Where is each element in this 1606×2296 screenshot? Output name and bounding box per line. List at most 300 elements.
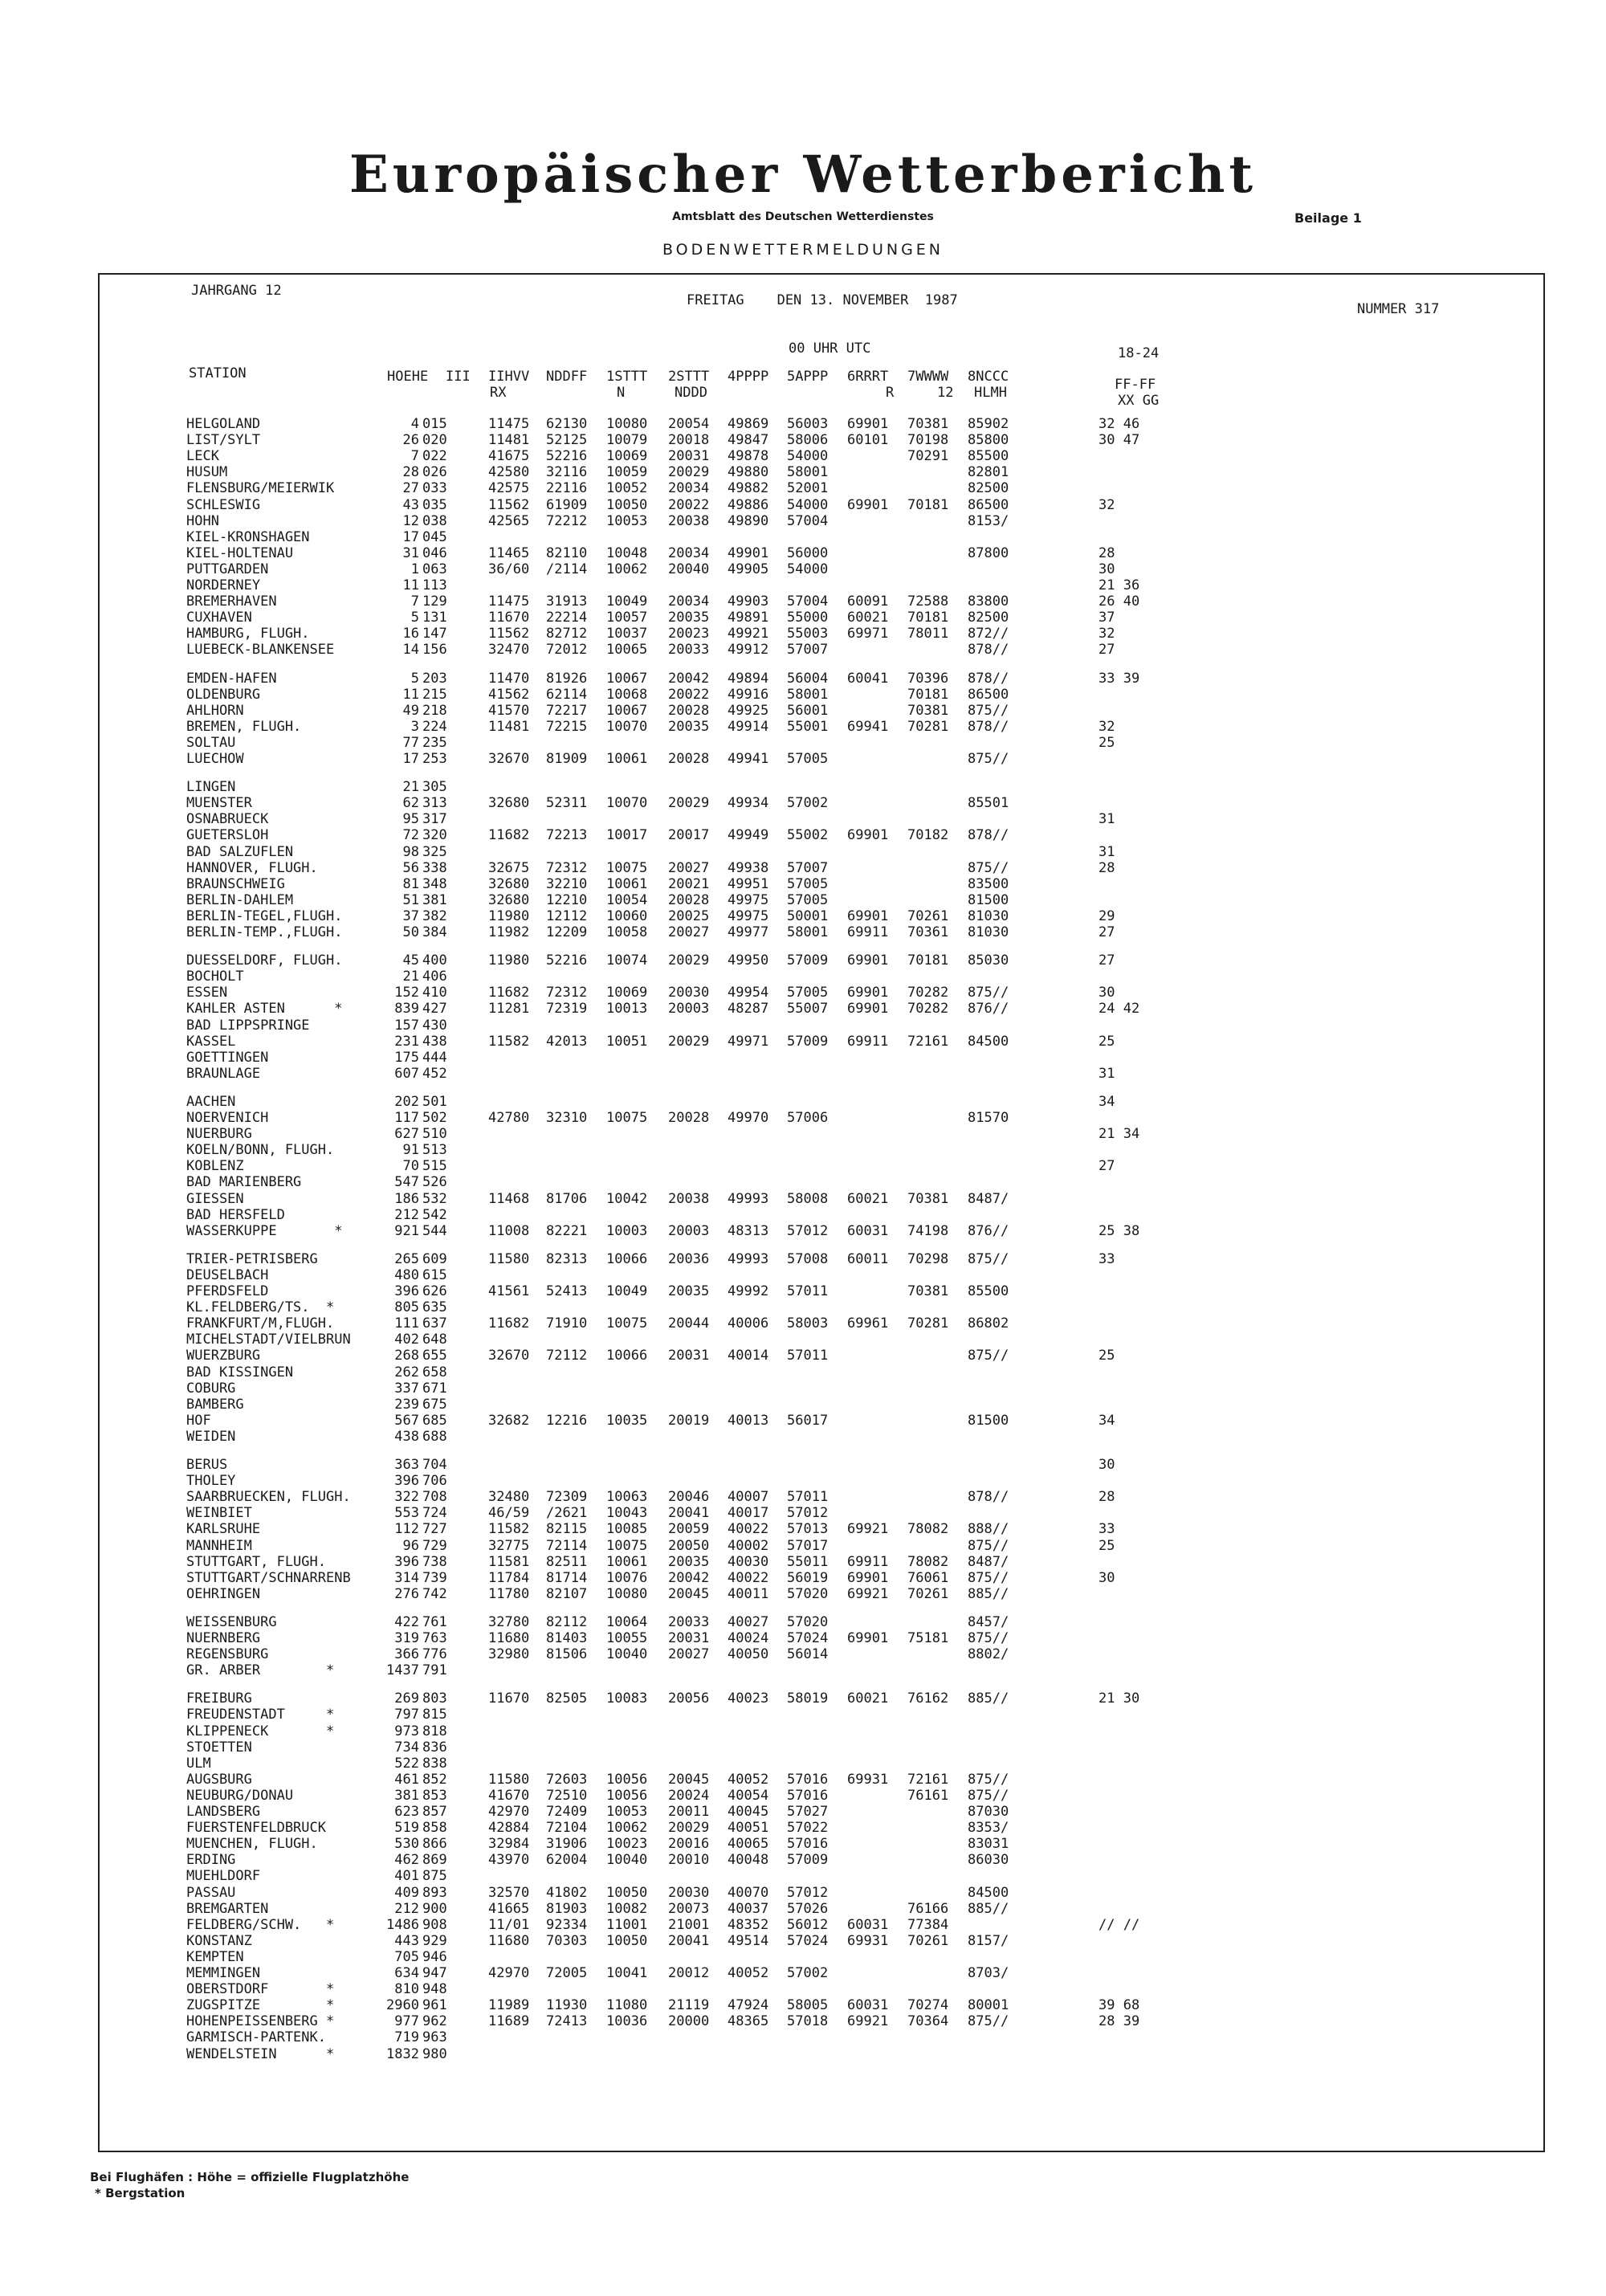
station-row (0, 642, 1598, 658)
cell-iii: 929 (422, 1932, 447, 1949)
cell-7wwww: 70261 (907, 1932, 949, 1949)
cell-iii: 946 (422, 1948, 447, 1965)
cell-ff-gg: 32 46 (1099, 416, 1140, 432)
cell-iii: 866 (422, 1836, 447, 1853)
cell-1sttt: 10064 (606, 1613, 648, 1630)
cell-7wwww: 78082 (907, 1521, 949, 1538)
cell-iii: 708 (422, 1489, 447, 1506)
cell-station: KASSEL (186, 1033, 236, 1050)
cell-station: OEHRINGEN (186, 1585, 261, 1602)
cell-iii: 908 (422, 1916, 447, 1933)
cell-2sttt: 20023 (668, 626, 710, 642)
cell-station: BREMGARTEN (186, 1900, 269, 1917)
cell-2sttt: 20045 (668, 1771, 710, 1788)
station-row (0, 1662, 1598, 1678)
cell-hoehe: 921 (394, 1222, 419, 1239)
cell-iihvv: 32470 (488, 642, 530, 659)
cell-2sttt: 20035 (668, 610, 710, 626)
cell-iii: 655 (422, 1348, 447, 1364)
cell-hoehe: 839 (394, 1001, 419, 1017)
cell-nddff: 72114 (546, 1537, 588, 1554)
cell-station: BREMERHAVEN (186, 593, 277, 610)
cell-nddff: 81403 (546, 1630, 588, 1646)
cell-iii: 727 (422, 1521, 447, 1538)
cell-iihvv: 42970 (488, 1804, 530, 1820)
cell-1sttt: 10042 (606, 1190, 648, 1207)
cell-5appp: 57013 (787, 1521, 829, 1538)
cell-iihvv: 42780 (488, 1110, 530, 1126)
cell-ff-gg: 33 (1099, 1250, 1115, 1267)
cell-hoehe: 401 (394, 1868, 419, 1885)
cell-nddff: /2114 (546, 561, 588, 577)
cell-iii: 501 (422, 1093, 447, 1110)
station-row (0, 1646, 1598, 1662)
cell-5appp: 57002 (787, 1965, 829, 1981)
cell-8nccc: 875// (968, 1787, 1009, 1804)
cell-nddff: 82313 (546, 1250, 588, 1267)
cell-iii: 742 (422, 1585, 447, 1602)
cell-hoehe: 402 (394, 1332, 419, 1348)
cell-7wwww: 75181 (907, 1630, 949, 1646)
cell-nddff: 72409 (546, 1804, 588, 1820)
cell-station: BAD MARIENBERG (186, 1174, 302, 1191)
cell-8nccc: 875// (968, 985, 1009, 1001)
cell-iihvv: 11475 (488, 593, 530, 610)
cell-ff-gg: 31 (1099, 811, 1115, 828)
cell-1sttt: 10061 (606, 875, 648, 892)
cell-iii: 381 (422, 891, 447, 908)
cell-hoehe: 337 (394, 1380, 419, 1397)
beilage-label: Beilage 1 (1294, 210, 1362, 226)
cell-iii: 635 (422, 1299, 447, 1316)
cell-station: COBURG (186, 1380, 236, 1397)
station-row (0, 1756, 1598, 1772)
cell-nddff: 82505 (546, 1690, 588, 1707)
station-row (0, 2029, 1598, 2045)
cell-hoehe: 480 (394, 1266, 419, 1283)
cell-6rrrt: 60041 (847, 670, 889, 687)
cell-hoehe: 4 (410, 416, 419, 432)
cell-5appp: 57004 (787, 593, 829, 610)
cell-6rrrt: 69931 (847, 1932, 889, 1949)
cell-station: LUECHOW (186, 751, 244, 767)
cell-station: LECK (186, 448, 219, 465)
cell-2sttt: 20038 (668, 512, 710, 529)
cell-iii: 900 (422, 1900, 447, 1917)
cell-nddff: 12210 (546, 891, 588, 908)
cell-iii: 609 (422, 1250, 447, 1267)
cell-nddff: 82112 (546, 1613, 588, 1630)
station-row (0, 1538, 1598, 1554)
station-row (0, 1050, 1598, 1066)
cell-hoehe: 91 (402, 1142, 419, 1159)
cell-2sttt: 20042 (668, 670, 710, 687)
cell-6rrrt: 60091 (847, 593, 889, 610)
cell-1sttt: 10082 (606, 1900, 648, 1917)
cell-iii: 815 (422, 1707, 447, 1723)
cell-hoehe: 16 (402, 626, 419, 642)
cell-2sttt: 20031 (668, 448, 710, 465)
cell-1sttt: 10080 (606, 416, 648, 432)
station-row (0, 751, 1598, 767)
cell-5appp: 57007 (787, 642, 829, 659)
cell-hoehe: 111 (394, 1315, 419, 1332)
cell-iihvv: 11465 (488, 544, 530, 561)
cell-hoehe: 152 (394, 985, 419, 1001)
cell-6rrrt: 69921 (847, 2013, 889, 2030)
cell-5appp: 57026 (787, 1900, 829, 1917)
cell-hoehe: 37 (402, 907, 419, 924)
cell-station: AHLHORN (186, 702, 244, 719)
cell-iihvv: 11481 (488, 432, 530, 449)
cell-4pppp: 49894 (728, 670, 769, 687)
cell-hoehe: 3 (410, 718, 419, 735)
cell-iii: 502 (422, 1110, 447, 1126)
cell-station: KEMPTEN (186, 1948, 244, 1965)
cell-5appp: 57005 (787, 751, 829, 767)
cell-station: BERLIN-DAHLEM (186, 891, 294, 908)
cell-iihvv: 32780 (488, 1613, 530, 1630)
cell-1sttt: 10075 (606, 1537, 648, 1554)
cell-7wwww: 70364 (907, 2013, 949, 2030)
cell-iii: 532 (422, 1190, 447, 1207)
cell-hoehe: 438 (394, 1428, 419, 1445)
cell-nddff: 82712 (546, 626, 588, 642)
cell-iii: 382 (422, 907, 447, 924)
cell-station: KONSTANZ (186, 1932, 252, 1949)
cell-ff-gg: 25 (1099, 1537, 1115, 1554)
cell-5appp: 57006 (787, 1110, 829, 1126)
col-rx: RX (490, 385, 507, 401)
cell-station: FREUDENSTADT * (186, 1707, 335, 1723)
cell-1sttt: 10056 (606, 1787, 648, 1804)
cell-station: FLENSBURG/MEIERWIK (186, 480, 335, 497)
cell-2sttt: 20059 (668, 1521, 710, 1538)
cell-7wwww: 70281 (907, 718, 949, 735)
cell-iii: 156 (422, 642, 447, 659)
cell-5appp: 57012 (787, 1884, 829, 1901)
cell-2sttt: 20012 (668, 1965, 710, 1981)
cell-ff-gg: 30 (1099, 985, 1115, 1001)
cell-station: MUEHLDORF (186, 1868, 261, 1885)
cell-1sttt: 10055 (606, 1630, 648, 1646)
station-row (0, 1739, 1598, 1756)
cell-5appp: 55000 (787, 610, 829, 626)
cell-iii: 033 (422, 480, 447, 497)
cell-iii: 875 (422, 1868, 447, 1885)
station-row (0, 1521, 1598, 1537)
cell-1sttt: 10035 (606, 1412, 648, 1429)
cell-hoehe: 1 (410, 561, 419, 577)
cell-8nccc: 878// (968, 642, 1009, 659)
cell-1sttt: 10065 (606, 642, 648, 659)
cell-iii: 147 (422, 626, 447, 642)
cell-nddff: 52125 (546, 432, 588, 449)
cell-4pppp: 40022 (728, 1569, 769, 1586)
cell-2sttt: 20046 (668, 1489, 710, 1506)
cell-nddff: 70303 (546, 1932, 588, 1949)
cell-5appp: 57024 (787, 1630, 829, 1646)
cell-hoehe: 810 (394, 1981, 419, 1998)
cell-8nccc: 875// (968, 751, 1009, 767)
cell-8nccc: 86802 (968, 1315, 1009, 1332)
col-n: N (617, 385, 626, 401)
cell-iihvv: 41675 (488, 448, 530, 465)
cell-6rrrt: 69901 (847, 496, 889, 513)
cell-2sttt: 21119 (668, 1997, 710, 2014)
cell-nddff: 82107 (546, 1585, 588, 1602)
cell-2sttt: 20028 (668, 891, 710, 908)
cell-station: NOERVENICH (186, 1110, 269, 1126)
cell-8nccc: 888// (968, 1521, 1009, 1538)
cell-iihvv: 41670 (488, 1787, 530, 1804)
cell-4pppp: 40051 (728, 1820, 769, 1837)
cell-8nccc: 875// (968, 1537, 1009, 1554)
cell-iii: 348 (422, 875, 447, 892)
cell-5appp: 57016 (787, 1771, 829, 1788)
cell-1sttt: 10050 (606, 1932, 648, 1949)
station-row (0, 1965, 1598, 1981)
cell-6rrrt: 69921 (847, 1521, 889, 1538)
cell-2sttt: 20035 (668, 718, 710, 735)
cell-iihvv: 11670 (488, 610, 530, 626)
cell-5appp: 56014 (787, 1646, 829, 1663)
station-row (0, 1868, 1598, 1884)
cell-station: HOHN (186, 512, 219, 529)
cell-iii: 129 (422, 593, 447, 610)
cell-station: PASSAU (186, 1884, 236, 1901)
station-row (0, 1110, 1598, 1126)
cell-8nccc: 85500 (968, 1283, 1009, 1299)
cell-iihvv: 11481 (488, 718, 530, 735)
cell-ff-gg: 31 (1099, 843, 1115, 860)
cell-hoehe: 49 (402, 702, 419, 719)
cell-station: LUEBECK-BLANKENSEE (186, 642, 335, 659)
cell-8nccc: 878// (968, 1489, 1009, 1506)
cell-8nccc: 8157/ (968, 1932, 1009, 1949)
cell-2sttt: 20030 (668, 985, 710, 1001)
cell-iihvv: 11470 (488, 670, 530, 687)
cell-hoehe: 2960 (386, 1997, 419, 2014)
cell-1sttt: 10053 (606, 512, 648, 529)
station-row (0, 1191, 1598, 1207)
cell-hoehe: 212 (394, 1900, 419, 1917)
cell-6rrrt: 60031 (847, 1997, 889, 2014)
cell-iii: 675 (422, 1396, 447, 1413)
station-row (0, 577, 1598, 593)
station-row (0, 1429, 1598, 1445)
cell-1sttt: 10069 (606, 448, 648, 465)
cell-hoehe: 269 (394, 1690, 419, 1707)
station-row (0, 860, 1598, 876)
cell-2sttt: 20036 (668, 1250, 710, 1267)
col-hoehe: HOEHE (387, 369, 429, 385)
cell-iii: 761 (422, 1613, 447, 1630)
cell-5appp: 57020 (787, 1613, 829, 1630)
cell-2sttt: 20029 (668, 952, 710, 969)
station-row (0, 1917, 1598, 1933)
cell-7wwww: 76166 (907, 1900, 949, 1917)
cell-station: STUTTGART, FLUGH. (186, 1553, 326, 1570)
station-row (0, 811, 1598, 827)
cell-nddff: 82115 (546, 1521, 588, 1538)
cell-nddff: 22214 (546, 610, 588, 626)
cell-4pppp: 49951 (728, 875, 769, 892)
cell-8nccc: 875// (968, 1569, 1009, 1586)
cell-7wwww: 70282 (907, 985, 949, 1001)
cell-5appp: 54000 (787, 561, 829, 577)
station-row (0, 779, 1598, 795)
cell-4pppp: 48352 (728, 1916, 769, 1933)
cell-station: BRAUNLAGE (186, 1065, 261, 1082)
cell-iii: 338 (422, 859, 447, 876)
cell-nddff: 72309 (546, 1489, 588, 1506)
cell-1sttt: 10067 (606, 702, 648, 719)
cell-4pppp: 49925 (728, 702, 769, 719)
station-row (0, 1223, 1598, 1239)
cell-iii: 046 (422, 544, 447, 561)
cell-station: KOBLENZ (186, 1158, 244, 1175)
cell-iii: 980 (422, 2045, 447, 2062)
cell-iii: 615 (422, 1266, 447, 1283)
cell-8nccc: 875// (968, 1771, 1009, 1788)
cell-7wwww: 70181 (907, 610, 949, 626)
station-row (0, 735, 1598, 751)
cell-4pppp: 49938 (728, 859, 769, 876)
cell-7wwww: 72588 (907, 593, 949, 610)
cell-8nccc: 87800 (968, 544, 1009, 561)
cell-1sttt: 10013 (606, 1001, 648, 1017)
cell-4pppp: 49914 (728, 718, 769, 735)
cell-4pppp: 48287 (728, 1001, 769, 1017)
cell-iii: 947 (422, 1965, 447, 1981)
col-iii: III (446, 369, 471, 385)
cell-hoehe: 98 (402, 843, 419, 860)
cell-station: CUXHAVEN (186, 610, 252, 626)
section-title: BODENWETTERMELDUNGEN (662, 241, 944, 259)
cell-2sttt: 20025 (668, 907, 710, 924)
cell-hoehe: 70 (402, 1158, 419, 1175)
footnote-airports: Bei Flughäfen : Höhe = offizielle Flugplatzhöhe (90, 2170, 410, 2184)
cell-2sttt: 20028 (668, 751, 710, 767)
cell-5appp: 57016 (787, 1836, 829, 1853)
cell-iihvv: 11682 (488, 1315, 530, 1332)
cell-station: ULM (186, 1755, 211, 1772)
cell-hoehe: 45 (402, 952, 419, 969)
cell-iihvv: 11581 (488, 1553, 530, 1570)
cell-8nccc: 85902 (968, 416, 1009, 432)
cell-station: WEINBIET (186, 1505, 252, 1522)
cell-5appp: 57027 (787, 1804, 829, 1820)
cell-1sttt: 10040 (606, 1852, 648, 1869)
cell-iihvv: 11680 (488, 1630, 530, 1646)
cell-8nccc: 875// (968, 1250, 1009, 1267)
cell-4pppp: 49847 (728, 432, 769, 449)
cell-station: WEIDEN (186, 1428, 236, 1445)
cell-8nccc: 8802/ (968, 1646, 1009, 1663)
cell-4pppp: 49912 (728, 642, 769, 659)
cell-iihvv: 11580 (488, 1250, 530, 1267)
cell-4pppp: 40011 (728, 1585, 769, 1602)
cell-station: MUENCHEN, FLUGH. (186, 1836, 318, 1853)
station-row (0, 1614, 1598, 1630)
cell-5appp: 57022 (787, 1820, 829, 1837)
cell-1sttt: 10070 (606, 795, 648, 812)
cell-station: OSNABRUECK (186, 811, 269, 828)
station-row (0, 1315, 1598, 1332)
cell-8nccc: 885// (968, 1585, 1009, 1602)
station-row (0, 1723, 1598, 1739)
cell-station: BRAUNSCHWEIG (186, 875, 285, 892)
cell-7wwww: 70298 (907, 1250, 949, 1267)
cell-iihvv: 11989 (488, 1997, 530, 2014)
cell-hoehe: 396 (394, 1553, 419, 1570)
station-row (0, 1267, 1598, 1283)
cell-5appp: 52001 (787, 480, 829, 497)
cell-iihvv: 11980 (488, 907, 530, 924)
cell-hoehe: 186 (394, 1190, 419, 1207)
cell-2sttt: 20042 (668, 1569, 710, 1586)
cell-2sttt: 20034 (668, 544, 710, 561)
cell-2sttt: 20041 (668, 1505, 710, 1522)
cell-iii: 688 (422, 1428, 447, 1445)
cell-station: GUETERSLOH (186, 827, 269, 844)
cell-8nccc: 8353/ (968, 1820, 1009, 1837)
cell-7wwww: 70396 (907, 670, 949, 687)
cell-8nccc: 875// (968, 1630, 1009, 1646)
cell-5appp: 57012 (787, 1505, 829, 1522)
cell-iii: 022 (422, 448, 447, 465)
cell-iii: 852 (422, 1771, 447, 1788)
cell-iihvv: 32984 (488, 1836, 530, 1853)
cell-2sttt: 20028 (668, 1110, 710, 1126)
cell-4pppp: 40045 (728, 1804, 769, 1820)
cell-8nccc: 86500 (968, 496, 1009, 513)
cell-iii: 738 (422, 1553, 447, 1570)
cell-4pppp: 40023 (728, 1690, 769, 1707)
cell-8nccc: 83800 (968, 593, 1009, 610)
cell-iii: 776 (422, 1646, 447, 1663)
cell-ff-gg: 34 (1099, 1093, 1115, 1110)
page-title: Europäischer Wetterbericht (349, 145, 1257, 205)
cell-7wwww: 70291 (907, 448, 949, 465)
cell-1sttt: 10017 (606, 827, 648, 844)
cell-station: AUGSBURG (186, 1771, 252, 1788)
cell-hoehe: 11 (402, 577, 419, 593)
cell-4pppp: 49971 (728, 1033, 769, 1050)
cell-station: HOHENPEISSENBERG * (186, 2013, 335, 2030)
station-row (0, 1174, 1598, 1190)
cell-station: MEMMINGEN (186, 1965, 261, 1981)
cell-nddff: 32210 (546, 875, 588, 892)
station-row (0, 1804, 1598, 1820)
cell-hoehe: 51 (402, 891, 419, 908)
cell-8nccc: 81500 (968, 891, 1009, 908)
cell-4pppp: 40030 (728, 1553, 769, 1570)
cell-8nccc: 878// (968, 718, 1009, 735)
cell-nddff: 61909 (546, 496, 588, 513)
cell-4pppp: 40048 (728, 1852, 769, 1869)
cell-8nccc: 878// (968, 827, 1009, 844)
cell-4pppp: 49941 (728, 751, 769, 767)
cell-6rrrt: 60011 (847, 1250, 889, 1267)
cell-nddff: 32310 (546, 1110, 588, 1126)
cell-ff-gg: 25 (1099, 1033, 1115, 1050)
col-12: 12 (937, 385, 954, 401)
cell-8nccc: 81030 (968, 924, 1009, 940)
cell-8nccc: 872// (968, 626, 1009, 642)
cell-station: BAD SALZUFLEN (186, 843, 294, 860)
